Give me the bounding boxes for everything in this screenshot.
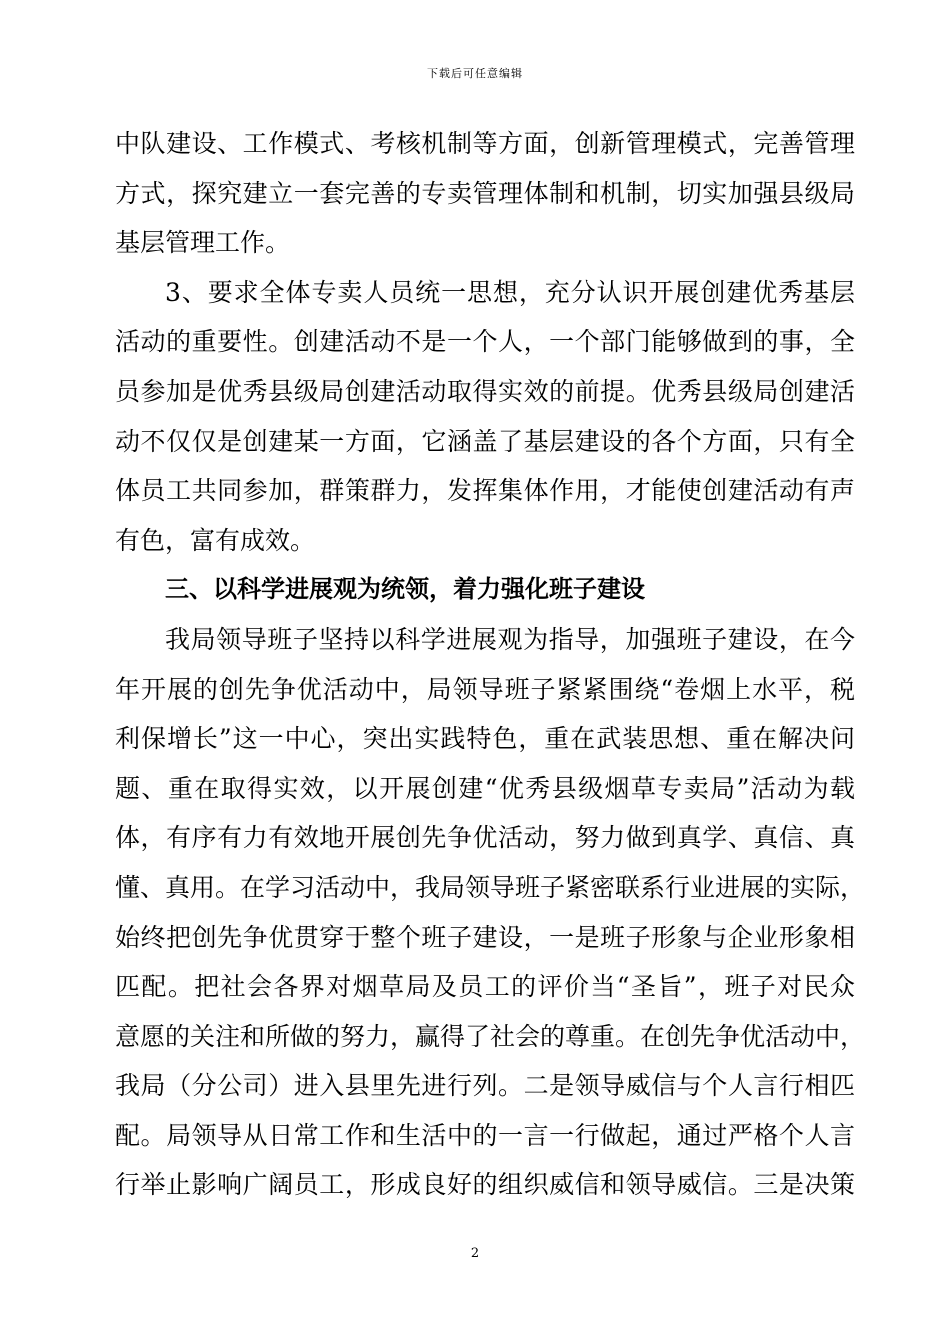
text-line: 懂、真用。在学习活动中，我局领导班子紧密联系行业进展的实际，	[115, 872, 866, 902]
page-number: 2	[470, 1246, 480, 1261]
text-line: 始终把创先争优贯穿于整个班子建设，一是班子形象与企业形象相	[115, 922, 855, 952]
text-line: 匹配。把社会各界对烟草局及员工的评价当“圣旨”，班子对民众	[115, 972, 855, 1002]
text-line: 我局（分公司）进入县里先进行列。二是领导威信与个人言行相匹	[115, 1071, 855, 1101]
text-line: 方式，探究建立一套完善的专卖管理体制和机制，切实加强县级局	[115, 178, 855, 208]
text-line: 体，有序有力有效地开展创先争优活动，努力做到真学、真信、真	[115, 823, 855, 853]
document-body	[115, 119, 866, 1210]
text-line: 配。局领导从日常工作和生活中的一言一行做起，通过严格个人言	[115, 1120, 855, 1150]
text-line: 题、重在取得实效，以开展创建“优秀县级烟草专卖局”活动为载	[115, 773, 855, 803]
text-line: 行举止影响广阔员工，形成良好的组织威信和领导威信。三是决策	[115, 1170, 855, 1200]
text-line: 体员工共同参加，群策群力，发挥集体作用，才能使创建活动有声	[115, 476, 855, 506]
text-line: 中队建设、工作模式、考核机制等方面，创新管理模式，完善管理	[115, 129, 855, 158]
page-header: 下载后可任意编辑	[427, 67, 523, 80]
text-line: 年开展的创先争优活动中，局领导班子紧紧围绕“卷烟上水平，税	[115, 674, 855, 704]
text-line: 动不仅仅是创建某一方面，它涵盖了基层建设的各个方面，只有全	[115, 426, 855, 456]
text-line: 利保增长”这一中心，突出实践特色，重在武装思想、重在解决问	[115, 724, 855, 754]
text-line: 我局领导班子坚持以科学进展观为指导，加强班子建设，在今	[165, 624, 855, 654]
section-heading: 三、以科学进展观为统领，着力强化班子建设	[165, 575, 645, 604]
text-line: 有色，富有成效。	[115, 525, 316, 555]
text-line: 意愿的关注和所做的努力，赢得了社会的尊重。在创先争优活动中，	[115, 1021, 866, 1051]
text-line: 基层管理工作。	[115, 228, 291, 258]
text-line: 3、要求全体专卖人员统一思想，充分认识开展创建优秀基层	[165, 277, 855, 307]
text-line: 员参加是优秀县级局创建活动取得实效的前提。优秀县级局创建活	[115, 376, 855, 406]
text-line: 活动的重要性。创建活动不是一个人，一个部门能够做到的事，全	[115, 327, 855, 357]
